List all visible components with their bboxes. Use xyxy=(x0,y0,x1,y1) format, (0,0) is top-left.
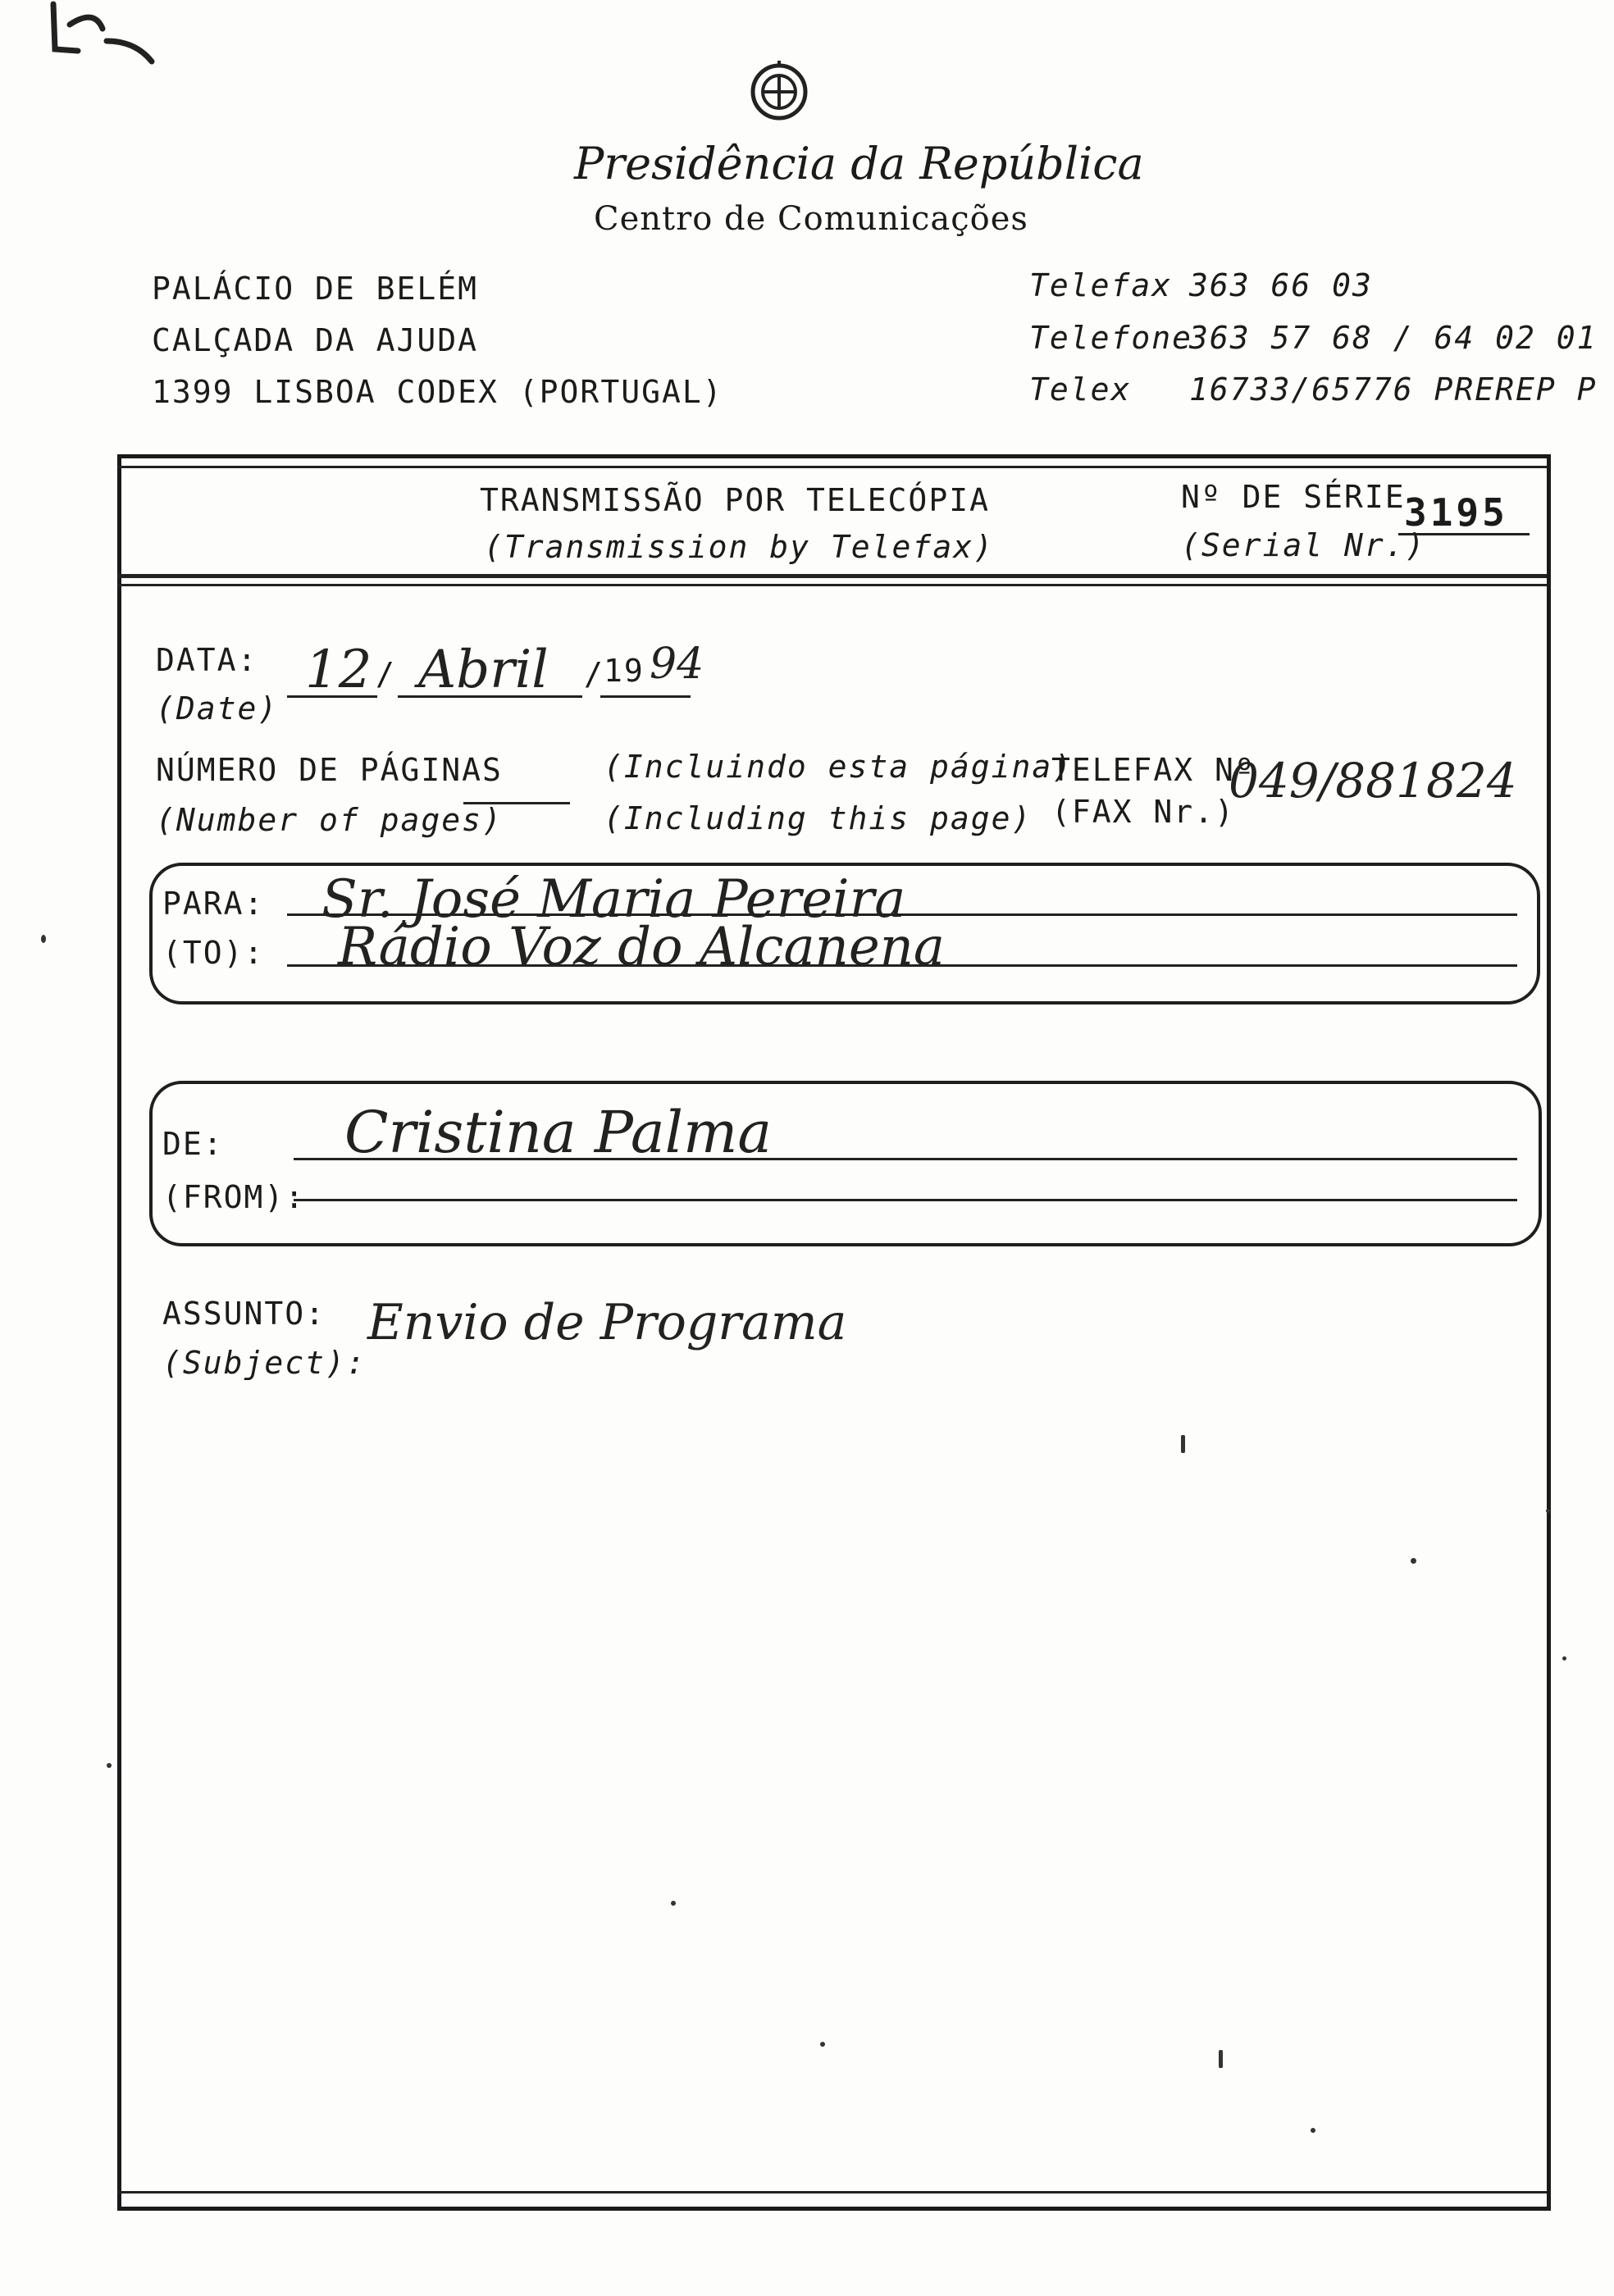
scan-speck xyxy=(1311,2128,1315,2133)
fax-label-en: (FAX Nr.) xyxy=(1051,794,1235,830)
scan-speck xyxy=(671,1901,676,1906)
subject-label: ASSUNTO: xyxy=(162,1296,326,1332)
subject-value[interactable]: Envio de Programa xyxy=(367,1294,847,1351)
telefone-value: 363 57 68 / 64 02 01 xyxy=(1189,320,1598,356)
scan-speck xyxy=(1219,2050,1223,2068)
serial-underline xyxy=(1398,533,1530,535)
serial-label-en: (Serial Nr.) xyxy=(1181,527,1426,563)
office-title: Presidência da República xyxy=(574,138,1144,189)
scan-speck xyxy=(107,1763,112,1768)
department-title: Centro de Comunicações xyxy=(594,200,1028,238)
address-line-3: 1399 LISBOA CODEX (PORTUGAL) xyxy=(152,374,723,410)
to-line-1-rule xyxy=(287,913,1517,916)
fax-number[interactable]: 049/881824 xyxy=(1229,753,1517,809)
address-line-1: PALÁCIO DE BELÉM xyxy=(152,271,479,307)
address-line-2: CALÇADA DA AJUDA xyxy=(152,322,479,358)
including-label: (Incluindo esta página) xyxy=(604,749,1074,785)
date-day[interactable]: 12 xyxy=(305,640,372,700)
fax-label: TELEFAX Nº xyxy=(1051,752,1256,788)
telex-value: 16733/65776 PREREP P xyxy=(1189,371,1598,408)
to-label: PARA: xyxy=(162,886,265,922)
pages-label: NÚMERO DE PÁGINAS xyxy=(156,752,503,788)
date-year-prefix: 19 xyxy=(604,653,645,689)
scan-speck xyxy=(820,2042,825,2047)
to-line-2[interactable]: Rádio Voz do Alcanena xyxy=(338,917,946,977)
date-label: DATA: xyxy=(156,642,258,678)
corner-mark xyxy=(45,0,168,74)
from-value[interactable]: Cristina Palma xyxy=(344,1099,773,1166)
serial-number: 3195 xyxy=(1404,490,1508,535)
frame-bottom-rule xyxy=(117,2191,1547,2194)
date-slash-1: / xyxy=(376,656,396,692)
to-line-2-rule xyxy=(287,964,1517,967)
scan-speck xyxy=(1411,1558,1416,1564)
telefax-label: Telefax xyxy=(1029,267,1173,303)
form-title: TRANSMISSÃO POR TELECÓPIA xyxy=(480,482,990,518)
date-day-line xyxy=(287,695,377,698)
header-rule-bottom xyxy=(117,574,1547,578)
date-label-en: (Date) xyxy=(156,690,279,727)
telex-label: Telex xyxy=(1029,371,1132,408)
telefax-value: 363 66 03 xyxy=(1189,267,1373,303)
scan-speck xyxy=(41,935,46,943)
date-year-suffix[interactable]: 94 xyxy=(650,640,704,689)
pages-value-line[interactable] xyxy=(463,802,570,804)
date-year-line xyxy=(600,695,691,698)
from-label: DE: xyxy=(162,1126,224,1162)
to-line-1[interactable]: Sr. José Maria Pereira xyxy=(321,869,906,930)
including-label-en: (Including this page) xyxy=(604,800,1033,836)
pages-label-en: (Number of pages) xyxy=(156,802,503,838)
header-rule-top xyxy=(117,466,1547,468)
form-title-en: (Transmission by Telefax) xyxy=(484,529,994,565)
from-label-en: (FROM): xyxy=(162,1179,306,1215)
header-rule-bottom-2 xyxy=(117,584,1547,586)
serial-label: Nº DE SÉRIE xyxy=(1181,479,1406,515)
subject-label-en: (Subject): xyxy=(162,1345,367,1381)
scan-speck xyxy=(1546,1509,1550,1513)
date-month[interactable]: Abril xyxy=(418,640,549,700)
from-line-1-rule xyxy=(294,1158,1517,1160)
telefone-label: Telefone xyxy=(1029,320,1193,356)
date-slash-2: / xyxy=(584,656,604,692)
to-label-en: (TO): xyxy=(162,935,265,971)
scan-speck xyxy=(1562,1656,1566,1660)
scan-speck xyxy=(1181,1435,1185,1453)
republic-emblem-icon xyxy=(748,59,810,128)
from-line-2-rule xyxy=(294,1199,1517,1201)
date-month-line xyxy=(398,695,582,698)
